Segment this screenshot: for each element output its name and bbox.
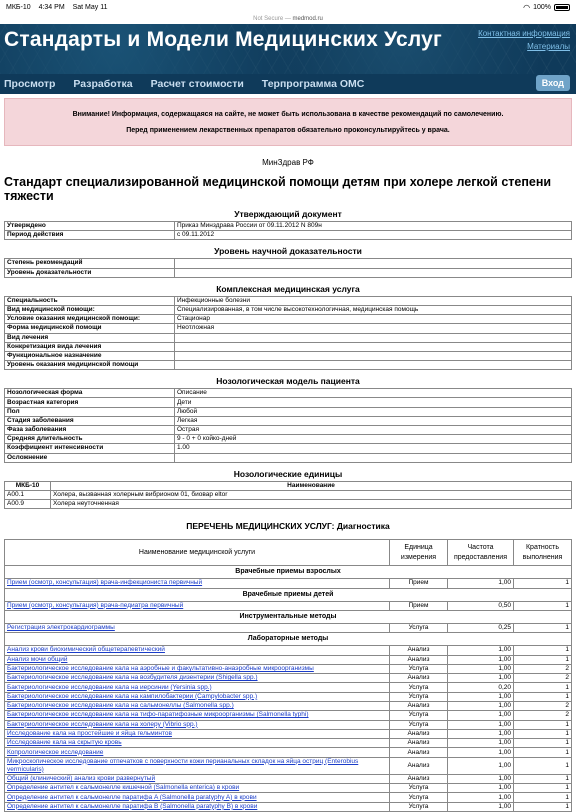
row-label: Фаза заболевания [5,426,175,435]
service-link[interactable]: Прием (осмотр, консультация) врача-инфекциониста первичный [5,579,390,588]
services-table [4,539,572,812]
service-multiplicity: 1 [514,757,572,774]
service-frequency: 1,00 [448,692,514,701]
table-row [5,351,572,360]
row-label: Возрастная категория [5,398,175,407]
row-value: Описание [175,389,572,398]
table-row [5,333,572,342]
group-heading: Врачебные приемы взрослых [5,566,572,579]
table-row [5,324,572,333]
row-label: Стадия заболевания [5,416,175,425]
battery-icon [554,4,570,11]
row-value: Приказ Минздрава России от 09.11.2012 N 809н [175,222,572,231]
row-value [175,453,572,462]
service-multiplicity: 1 [514,802,572,811]
table-row [5,296,572,305]
service-link[interactable]: Бактериологическое исследование кала на тифо-паратифозные микроорганизмы (Salmonella typhi) [5,711,390,720]
row-label: Коэффициент интенсивности [5,444,175,453]
service-row [5,784,572,793]
service-row [5,739,572,748]
service-unit: Услуга [390,784,448,793]
site-header [0,24,576,74]
service-unit: Анализ [390,674,448,683]
row-value: Неотложная [175,324,572,333]
status-carrier: МКБ-10 [6,3,31,11]
group-heading: Инструментальные методы [5,610,572,623]
warning-line-2: Перед применением лекарственных препаратов обязательно проконсультируйтесь у врача. [126,127,450,134]
service-frequency: 1,00 [448,664,514,673]
table-row [5,416,572,425]
nav-oms-program[interactable]: Терпрограмма ОМС [261,78,365,90]
row-value: Любой [175,407,572,416]
complex-heading: Комплексная медицинская услуга [216,283,360,294]
service-link[interactable]: Бактериологическое исследование кала на кампилобактерии (Campylobacter spp.) [5,692,390,701]
service-row [5,623,572,632]
table-row [5,268,572,277]
service-frequency: 1,00 [448,739,514,748]
row-value: Дети [175,398,572,407]
row-value: Легкая [175,416,572,425]
row-label: Утверждено [5,222,175,231]
nav-view[interactable]: Просмотр [4,78,56,90]
mkb-name: Холера неуточненная [51,500,572,509]
table-row [5,389,572,398]
warning-line-1: Внимание! Информация, содержащаяся на сайте, не может быть использована в качестве рекомендаций по самолечению. [72,111,504,118]
group-heading: Лабораторные методы [5,633,572,646]
service-unit: Услуга [390,623,448,632]
service-frequency: 1,00 [448,674,514,683]
service-unit: Услуга [390,793,448,802]
row-value [175,268,572,277]
service-unit: Услуга [390,802,448,811]
row-label: Функциональное назначение [5,351,175,360]
service-unit: Анализ [390,739,448,748]
evidence-table [4,258,572,277]
service-frequency: 1,00 [448,646,514,655]
service-frequency: 1,00 [448,729,514,738]
service-link[interactable]: Прием (осмотр, консультация) врача-педиатра первичный [5,601,390,610]
page-title: Стандарт специализированной медицинской помощи детям при холере легкой степени тяжести [4,175,552,203]
url-bar[interactable] [0,14,576,24]
service-frequency: 1,00 [448,711,514,720]
battery-percent: 100% [533,3,551,11]
units-col-name: Наименование [51,481,572,490]
row-label: Степень рекомендаций [5,259,175,268]
service-row [5,720,572,729]
service-row [5,664,572,673]
services-col-frequency: Частота предоставления [448,540,514,566]
service-frequency: 1,00 [448,720,514,729]
row-label: Уровень доказательности [5,268,175,277]
service-link[interactable]: Бактериологическое исследование кала на возбудителя дизентерии (Shigella spp.) [5,674,390,683]
service-multiplicity: 1 [514,655,572,664]
row-value: Инфекционные болезни [175,296,572,305]
service-row [5,601,572,610]
group-row [5,588,572,601]
status-bar [0,0,576,14]
service-row [5,655,572,664]
service-frequency: 1,00 [448,655,514,664]
row-value: 9 - 0 + 0 койко-дней [175,435,572,444]
units-table [4,481,572,510]
service-multiplicity: 1 [514,692,572,701]
service-frequency: 0,25 [448,623,514,632]
row-value [175,351,572,360]
login-button[interactable]: Вход [536,75,570,91]
service-unit: Услуга [390,692,448,701]
row-label: Средняя длительность [5,435,175,444]
service-link[interactable]: Микроскопическое исследование отпечатков с поверхности кожи перианальных складок на яйца остриц (Enterobius vermicularis) [5,757,390,774]
services-col-multiplicity: Кратность выполнения [514,540,572,566]
service-multiplicity: 1 [514,579,572,588]
table-row [5,407,572,416]
table-row [5,444,572,453]
model-table [4,388,572,463]
doc-heading: Утверждающий документ [234,209,342,219]
service-multiplicity: 2 [514,674,572,683]
service-row [5,793,572,802]
services-heading: ПЕРЕЧЕНЬ МЕДИЦИНСКИХ УСЛУГ: Диагностика [186,521,390,532]
service-row [5,579,572,588]
service-multiplicity: 1 [514,774,572,783]
service-multiplicity: 1 [514,729,572,738]
services-col-unit: Единица измерения [390,540,448,566]
service-row [5,748,572,757]
status-date: Sat May 11 [72,3,108,11]
mkb-name: Холера, вызванная холерным вибрионом 01, биовар eltor [51,490,572,499]
service-row [5,701,572,710]
service-multiplicity: 1 [514,623,572,632]
service-link[interactable]: Бактериологическое исследование кала на сальмонеллы (Salmonella spp.) [5,701,390,710]
url-host: medmod.ru [292,16,323,22]
service-frequency: 0,20 [448,683,514,692]
model-heading: Нозологическая модель пациента [216,376,360,387]
units-col-code: МКБ-10 [5,481,51,490]
service-link[interactable]: Бактериологическое исследование кала на холеру (Vibrio spp.) [5,720,390,729]
row-value [175,333,572,342]
service-multiplicity: 1 [514,601,572,610]
row-label: Вид лечения [5,333,175,342]
header-links [478,27,570,53]
service-multiplicity: 1 [514,720,572,729]
table-row [5,231,572,240]
group-heading: Врачебные приемы детей [5,588,572,601]
service-unit: Анализ [390,748,448,757]
group-row [5,566,572,579]
service-frequency: 1,00 [448,748,514,757]
service-frequency: 1,00 [448,757,514,774]
service-unit: Анализ [390,701,448,710]
units-heading: Нозологические единицы [233,468,343,479]
row-label: Уровень оказания медицинской помощи [5,361,175,370]
wifi-icon: ◠ [523,2,531,12]
table-row [5,435,572,444]
table-row [5,426,572,435]
doc-table [4,221,572,240]
row-label: Условие оказания медицинской помощи: [5,315,175,324]
row-value: 1.00 [175,444,572,453]
materials-link[interactable]: Материалы [527,42,570,51]
service-frequency: 1,00 [448,579,514,588]
service-unit: Анализ [390,757,448,774]
service-row [5,674,572,683]
contact-link[interactable]: Контактная информация [478,29,570,38]
service-unit: Прием [390,579,448,588]
service-multiplicity: 1 [514,646,572,655]
service-multiplicity: 2 [514,711,572,720]
row-label: Период действия [5,231,175,240]
services-col-name: Наименование медицинской услуги [5,540,390,566]
service-link[interactable]: Анализ крови биохимический общетерапевтический [5,646,390,655]
service-row [5,774,572,783]
service-multiplicity: 1 [514,748,572,757]
row-value [175,342,572,351]
service-unit: Прием [390,601,448,610]
service-link[interactable]: Общий (клинический) анализ крови развернутый [5,774,390,783]
table-row [5,222,572,231]
service-row [5,692,572,701]
service-frequency: 1,00 [448,793,514,802]
service-link[interactable]: Исследование кала на скрытую кровь [5,739,390,748]
table-row [5,342,572,351]
service-multiplicity: 1 [514,683,572,692]
row-value [175,259,572,268]
row-label: Специальность [5,296,175,305]
table-row [5,500,572,509]
service-link[interactable]: Копрологическое исследование [5,748,390,757]
row-label: Пол [5,407,175,416]
row-value: Специализированная, в том числе высокотехнологичная, медицинская помощь [175,305,572,314]
service-link[interactable]: Бактериологическое исследование кала на иерсинии (Yersinia spp.) [5,683,390,692]
nav-development[interactable]: Разработка [73,78,133,90]
service-unit: Услуга [390,664,448,673]
nav-cost-calc[interactable]: Расчет стоимости [150,78,244,90]
mkb-code: A00.1 [5,490,51,499]
table-row [5,315,572,324]
table-row [5,398,572,407]
service-unit: Анализ [390,774,448,783]
site-title[interactable]: Стандарты и Модели Медицинских Услуг [4,28,442,51]
mkb-code: A00.9 [5,500,51,509]
service-frequency: 0,50 [448,601,514,610]
service-unit: Услуга [390,720,448,729]
service-multiplicity: 1 [514,739,572,748]
ministry-label: МинЗдрав РФ [262,158,314,167]
service-row [5,802,572,811]
service-frequency: 1,00 [448,774,514,783]
complex-table [4,296,572,371]
row-label: Осложнение [5,453,175,462]
service-link[interactable]: Регистрация электрокардиограммы [5,623,390,632]
row-label: Нозологическая форма [5,389,175,398]
service-row [5,683,572,692]
row-value [175,361,572,370]
url-security-label: Not Secure — [253,16,293,22]
row-value: Острая [175,426,572,435]
status-time: 4:34 PM [38,3,65,11]
service-unit: Услуга [390,711,448,720]
service-link[interactable]: Определение антител к сальмонелле кишечной (Salmonella enterica) в крови [5,784,390,793]
row-label: Вид медицинской помощи: [5,305,175,314]
row-label: Форма медицинской помощи [5,324,175,333]
service-link[interactable]: Бактериологическое исследование кала на аэробные и факультативно-анаэробные микроорганизмы [5,664,390,673]
service-multiplicity: 2 [514,664,572,673]
table-row [5,361,572,370]
service-link[interactable]: Анализ мочи общий [5,655,390,664]
service-link[interactable]: Исследование кала на простейшие и яйца гельминтов [5,729,390,738]
table-row [5,490,572,499]
service-row [5,711,572,720]
service-unit: Анализ [390,729,448,738]
service-multiplicity: 1 [514,784,572,793]
evidence-heading: Уровень научной доказательности [214,246,362,257]
service-row [5,729,572,738]
row-value: с 09.11.2012 [175,231,572,240]
table-row [5,453,572,462]
group-row [5,610,572,623]
warning-banner [4,98,572,146]
service-unit: Анализ [390,655,448,664]
service-link[interactable]: Определение антител к сальмонелле паратифа B (Salmonella paratyphy B) в крови [5,802,390,811]
service-row [5,646,572,655]
row-value: Стационар [175,315,572,324]
table-row [5,259,572,268]
service-multiplicity: 1 [514,793,572,802]
group-row [5,633,572,646]
service-frequency: 1,00 [448,784,514,793]
main-nav [0,74,576,94]
service-link[interactable]: Определение антител к сальмонелле паратифа A (Salmonella paratyphy A) в крови [5,793,390,802]
table-row [5,305,572,314]
service-frequency: 1,00 [448,701,514,710]
service-row [5,757,572,774]
row-label: Конкретизация вида лечения [5,342,175,351]
service-unit: Анализ [390,646,448,655]
service-unit: Услуга [390,683,448,692]
service-frequency: 1,00 [448,802,514,811]
service-multiplicity: 2 [514,701,572,710]
